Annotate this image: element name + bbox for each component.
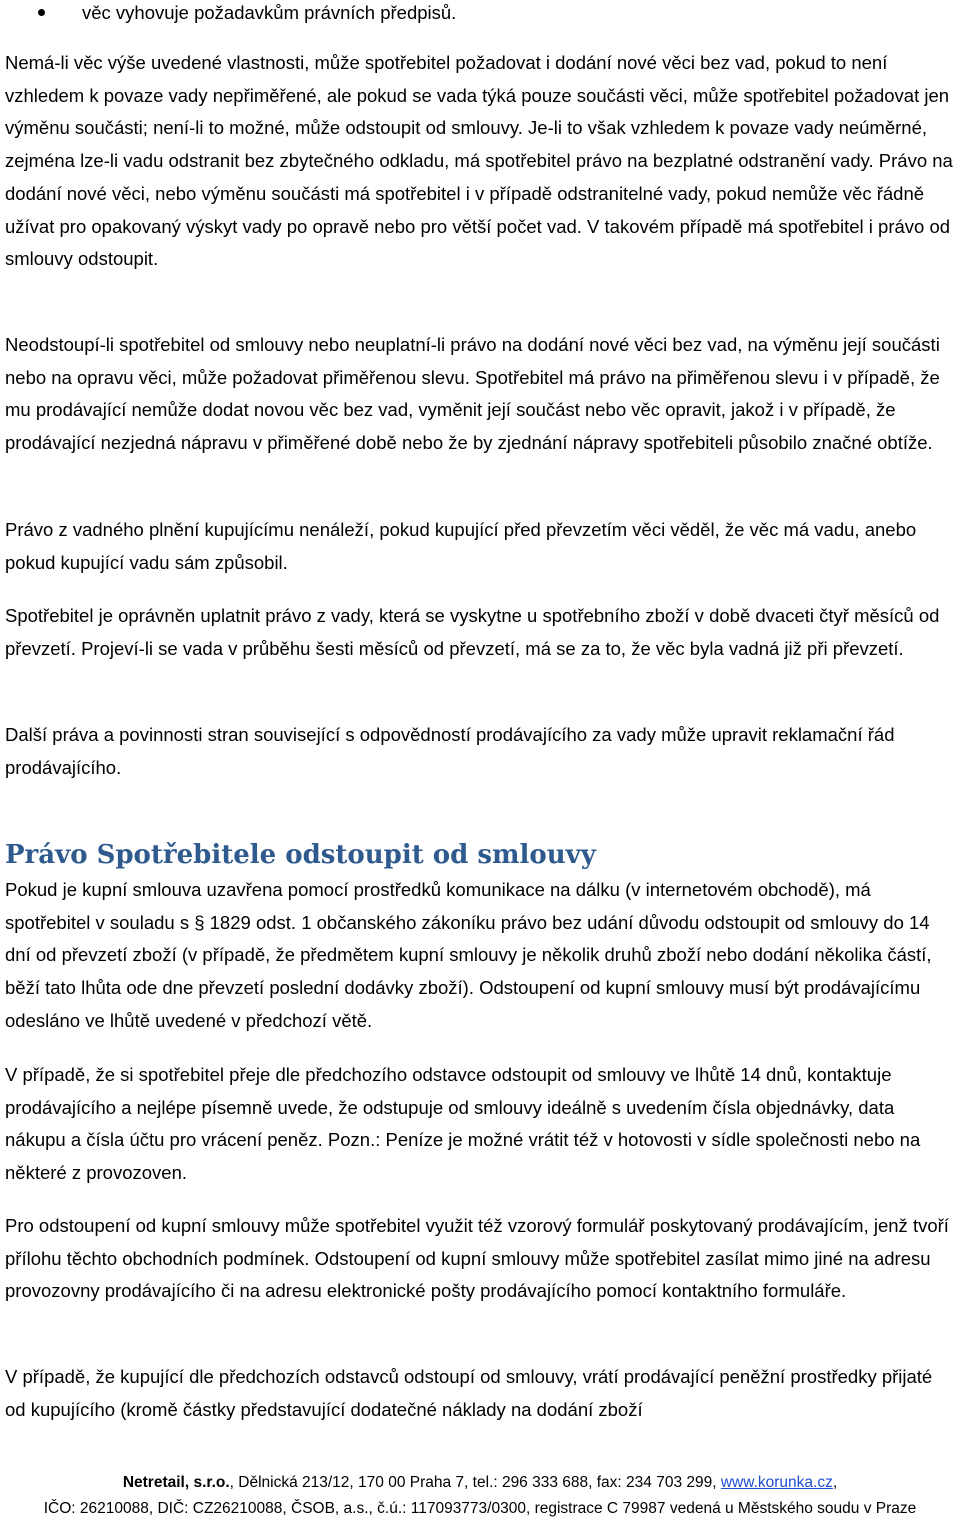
page-footer	[0, 1470, 960, 1522]
footer-address: , Dělnická 213/12, 170 00 Praha 7, tel.: 296 333 688, fax: 234 703 299,	[229, 1474, 721, 1491]
paragraph-defect-rights: Nemá-li věc výše uvedené vlastnosti, může spotřebitel požadovat i dodání nové věci bez vad, pokud to není vzhledem k povaze vady nepřiměřené, ale pokud se vada týká pouze součásti věci, může spotřebitel požadovat jen výměnu součásti; není-li to možné, může odstoupit od smlouvy. Je-li to však vzhledem k povaze vady neúměrné, zejména lze-li vadu odstranit bez zbytečného odkladu, má spotřebitel právo na bezplatné odstranění vady. Právo na dodání nové věci, nebo výměnu součásti má spotřebitel i v případě odstranitelné vady, pokud nemůže věc řádně užívat pro opakovaný výskyt vady po opravě nebo pro větší počet vad. V takovém případě má spotřebitel i právo od smlouvy odstoupit.	[5, 52, 953, 270]
paragraph-complaint-rules: Další práva a povinnosti stran související s odpovědností prodávajícího za vady může upravit reklamační řád prodávajícího.	[5, 724, 895, 778]
paragraph-warranty-period: Spotřebitel je oprávněn uplatnit právo z vady, která se vyskytne u spotřebního zboží v době dvaceti čtyř měsíců od převzetí. Projeví-li se vada v průběhu šesti měsíců od převzetí, má se za to, že věc byla vadná již při převzetí.	[5, 605, 940, 659]
bullet-text: věc vyhovuje požadavkům právních předpisů.	[82, 2, 457, 23]
footer-company: Netretail, s.r.o.	[122, 1474, 230, 1491]
footer-website-link[interactable]: www.korunka.cz	[720, 1474, 833, 1491]
paragraph-withdrawal-form: Pro odstoupení od kupní smlouvy může spotřebitel využit též vzorový formulář poskytovaný prodávajícím, jenž tvoří přílohu těchto obchodních podmínek. Odstoupení od kupní smlouvy může spotřebitel zasílat mimo jiné na adresu provozovny prodávajícího či na adresu elektronické pošty prodávajícího pomocí kontaktního formuláře.	[5, 1215, 949, 1302]
paragraph-withdrawal-right: Pokud je kupní smlouva uzavřena pomocí prostředků komunikace na dálku (v internetovém obchodě), má spotřebitel v souladu s § 1829 odst. 1 občanského zákoníku právo bez udání důvodu odstoupit od smlouvy do 14 dní od převzetí zboží (v případě, že předmětem kupní smlouvy je několik druhů zboží nebo dodání několika částí, běží tato lhůta ode dne převzetí poslední dodávky zboží). Odstoupení od kupní smlouvy musí být prodávajícímu odesláno ve lhůtě uvedené v předchozí větě.	[5, 879, 932, 1031]
section-heading: Právo Spotřebitele odstoupit od smlouvy	[5, 840, 596, 870]
bullet-icon	[38, 9, 45, 16]
paragraph-no-entitlement: Právo z vadného plnění kupujícímu nenáleží, pokud kupující před převzetím věci věděl, že věc má vadu, anebo pokud kupující vadu sám způsobil.	[5, 519, 917, 573]
paragraph-refund: V případě, že kupující dle předchozích odstavců odstoupí od smlouvy, vrátí prodávající peněžní prostředky přijaté od kupujícího (kromě částky představující dodatečné náklady na dodání zboží	[5, 1366, 933, 1420]
paragraph-withdrawal-procedure: V případě, že si spotřebitel přeje dle předchozího odstavce odstoupit od smlouvy ve lhůtě 14 dnů, kontaktuje prodávajícího a nejlépe písemně uvede, že odstupuje od smlouvy ideálně s uvedením čísla objednávky, data nákupu a čísla účtu pro vrácení peněz. Pozn.: Peníze je možné vrátit též v hotovosti v sídle společnosti nebo na některé z provozoven.	[5, 1064, 921, 1184]
footer-line-2: IČO: 26210088, DIČ: CZ26210088, ČSOB, a.s., č.ú.: 117093773/0300, registrace C 79987 vedená u Městského soudu v Praze	[43, 1500, 917, 1517]
footer-line-1	[0, 1470, 960, 1496]
bullet-item	[0, 0, 960, 26]
footer-comma: ,	[832, 1474, 838, 1491]
paragraph-discount-rights: Neodstoupí-li spotřebitel od smlouvy nebo neuplatní-li právo na dodání nové věci bez vad, na výměnu její součásti nebo na opravu věci, může požadovat přiměřenou slevu. Spotřebitel má právo na přiměřenou slevu i v případě, že mu prodávající nemůže dodat novou věc bez vad, vyměnit její součást nebo věc opravit, jakož i v případě, že prodávající nezjedná nápravu v přiměřené době nebo že by zjednání nápravy spotřebiteli působilo značné obtíže.	[5, 334, 940, 454]
